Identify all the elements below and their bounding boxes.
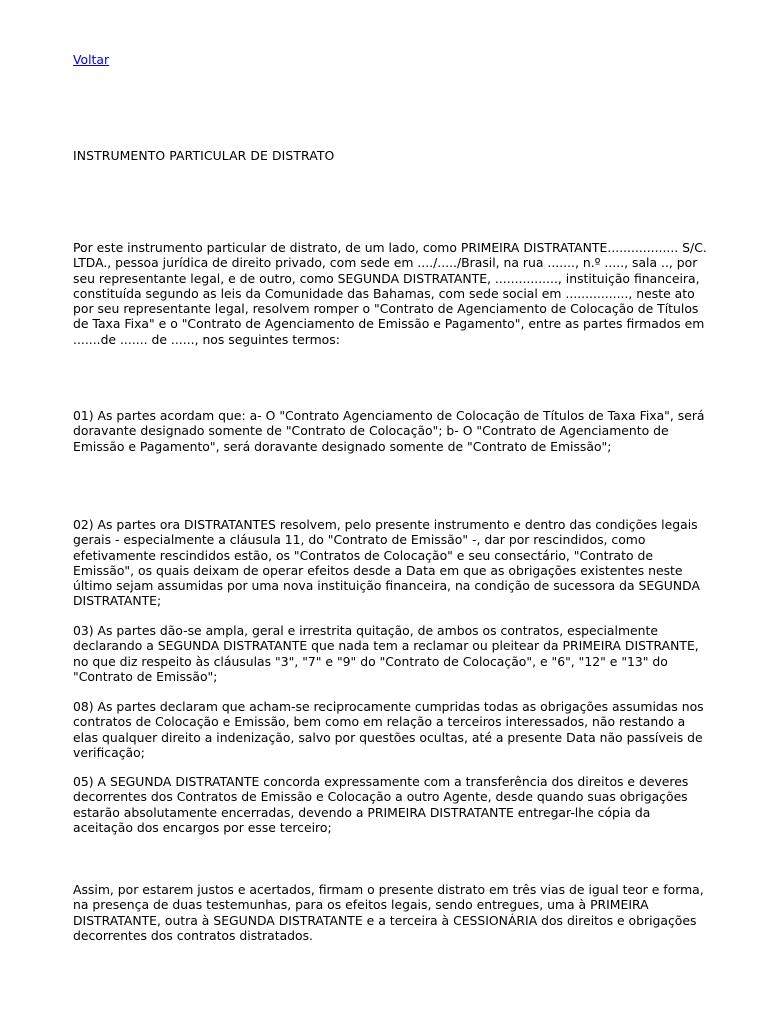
document-title: INSTRUMENTO PARTICULAR DE DISTRATO (73, 148, 335, 163)
document-page (73, 52, 713, 943)
clause-02: 02) As partes ora DISTRATANTES resolvem, pelo presente instrumento e dentro das condições legais gerais - especialmente a cláusula 11, do "Contrato de Emissão" -, dar por rescindidos, como efetivamente rescindidos estão, os "Contratos de Colocação" e seu consectário, "Contrato de Emissão", os quais deixam de operar efeitos desde a Data em que as obrigações existentes neste último sejam assumidas por uma nova instituição financeira, na condição de sucessora da SEGUNDA DISTRATANTE; (73, 517, 700, 609)
paragraph-intro: Por este instrumento particular de distrato, de um lado, como PRIMEIRA DISTRATANTE.................. S/C. LTDA., pessoa jurídica de direito privado, com sede em ..../...../Brasil, na rua ......., n.º ....., sala .., por seu representante legal, e de outro, como SEGUNDA DISTRATANTE, ................, instituição financeira, constituída segundo as leis da Comunidade das Bahamas, com sede social em ................, neste ato por seu representante legal, resolvem romper o "Contrato de Agenciamento de Colocação de Títulos de Taxa Fixa" e o "Contrato de Agenciamento de Emissão e Pagamento", entre as partes firmados em .......de ....... de ......, nos seguintes termos: (73, 240, 707, 347)
back-link[interactable]: Voltar (73, 52, 110, 67)
clause-05: 05) A SEGUNDA DISTRATANTE concorda expressamente com a transferência dos direitos e deveres decorrentes dos Contratos de Emissão e Colocação a outro Agente, desde quando suas obrigações estarão absolutamente encerradas, devendo a PRIMEIRA DISTRATANTE entregar-lhe cópia da aceitação dos encargos por esse terceiro; (73, 774, 689, 835)
clause-01: 01) As partes acordam que: a- O "Contrato Agenciamento de Colocação de Títulos de Taxa Fixa", será doravante designado somente de "Contrato de Colocação"; b- O "Contrato de Agenciamento de Emissão e Pagamento", será doravante designado somente de "Contrato de Emissão"; (73, 408, 705, 454)
paragraph-closing: Assim, por estarem justos e acertados, firmam o presente distrato em três vias de igual teor e forma, na presença de duas testemunhas, para os efeitos legais, sendo entregues, uma à PRIMEIRA DISTRATANTE, outra à SEGUNDA DISTRATANTE e a terceira à CESSIONÁRIA dos direitos e obrigações decorrentes dos contratos distratados. (73, 882, 704, 943)
clause-08: 08) As partes declaram que acham-se reciprocamente cumpridas todas as obrigações assumidas nos contratos de Colocação e Emissão, bem como em relação a terceiros interessados, não restando a elas qualquer direito a indenização, salvo por questões ocultas, até a presente Data não passíveis de verificação; (73, 699, 704, 760)
clause-03: 03) As partes dão-se ampla, geral e irrestrita quitação, de ambos os contratos, especialmente declarando a SEGUNDA DISTRATANTE que nada tem a reclamar ou pleitear da PRIMEIRA DISTRANTE, no que diz respeito às cláusulas "3", "7" e "9" do "Contrato de Colocação", e "6", "12" e "13" do "Contrato de Emissão"; (73, 623, 699, 684)
